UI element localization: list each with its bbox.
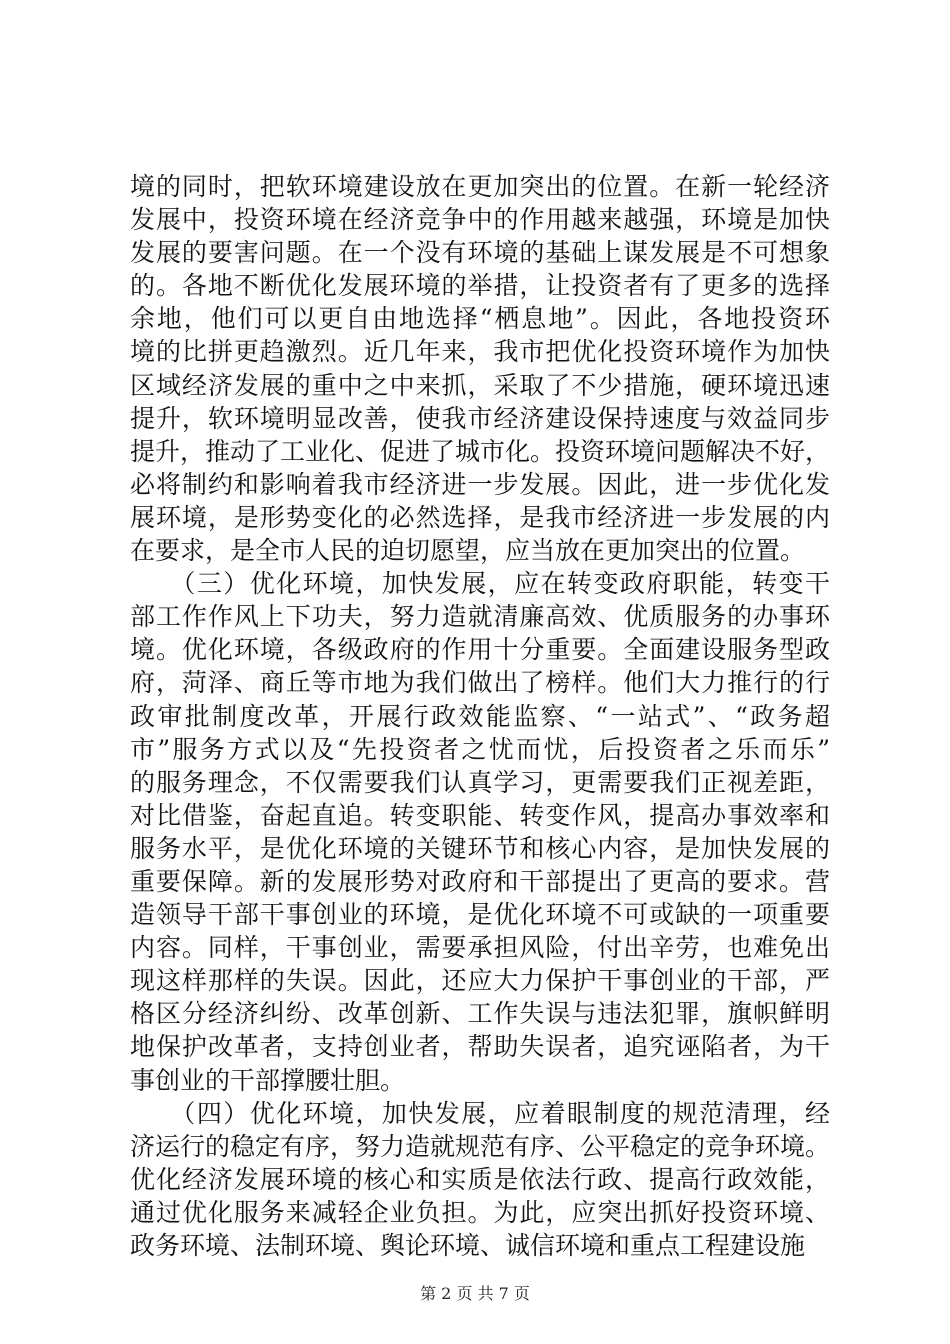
text-line: 在要求，是全市人民的迫切愿望，应当放在更加突出的位置。	[130, 536, 806, 566]
text-line: 事创业的干部撑腰壮胆。	[130, 1065, 406, 1095]
text-line: 政务环境、法制环境、舆论环境、诚信环境和重点工程建设施	[130, 1231, 806, 1260]
text-line: 优化经济发展环境的核心和实质是依法行政、提高行政效能，	[130, 1164, 830, 1194]
text-line: 境。优化环境，各级政府的作用十分重要。全面建设服务型政	[130, 635, 830, 665]
text-line: 格区分经济纠纷、改革创新、工作失误与违法犯罪，旗帜鲜明	[130, 999, 830, 1029]
page-footer: 第 2 页 共 7 页	[420, 1284, 530, 1303]
text-line: 部工作作风上下功夫，努力造就清廉高效、优质服务的办事环	[130, 602, 830, 632]
text-line: 境的同时，把软环境建设放在更加突出的位置。在新一轮经济	[130, 172, 830, 201]
text-line: 造领导干部干事创业的环境，是优化环境不可或缺的一项重要	[130, 900, 830, 930]
text-line: 市”服务方式以及“先投资者之忧而忧，后投资者之乐而乐”	[130, 734, 830, 764]
text-line: 服务水平，是优化环境的关键环节和核心内容，是加快发展的	[130, 833, 830, 863]
text-line: 必将制约和影响着我市经济进一步发展。因此，进一步优化发	[130, 469, 830, 499]
text-line: 发展中，投资环境在经济竞争中的作用越来越强，环境是加快	[130, 205, 830, 235]
text-line: 余地，他们可以更自由地选择“栖息地”。因此，各地投资环	[130, 304, 830, 334]
text-line: 提升，推动了工业化、促进了城市化。投资环境问题解决不好，	[130, 436, 831, 466]
text-line: 的。各地不断优化发展环境的举措，让投资者有了更多的选择	[130, 271, 830, 301]
text-line: （三）优化环境，加快发展，应在转变政府职能，转变干	[130, 569, 830, 599]
text-line: （四）优化环境，加快发展，应着眼制度的规范清理，经	[130, 1098, 830, 1128]
text-line: 对比借鉴，奋起直追。转变职能、转变作风，提高办事效率和	[130, 800, 830, 830]
text-line: 的服务理念，不仅需要我们认真学习，更需要我们正视差距，	[130, 767, 830, 797]
text-line: 府，菏泽、商丘等市地为我们做出了榜样。他们大力推行的行	[130, 668, 830, 698]
text-line: 通过优化服务来减轻企业负担。为此，应突出抓好投资环境、	[130, 1197, 830, 1227]
text-line: 区域经济发展的重中之中来抓，采取了不少措施，硬环境迅速	[130, 370, 830, 400]
text-line: 提升，软环境明显改善，使我市经济建设保持速度与效益同步	[130, 403, 830, 433]
text-line: 现这样那样的失误。因此，还应大力保护干事创业的干部，严	[130, 966, 830, 996]
text-line: 地保护改革者，支持创业者，帮助失误者，追究诬陷者，为干	[130, 1032, 830, 1062]
text-line: 内容。同样，干事创业，需要承担风险，付出辛劳，也难免出	[130, 933, 830, 963]
body-text	[130, 170, 830, 1262]
text-line: 展环境，是形势变化的必然选择，是我市经济进一步发展的内	[130, 502, 830, 532]
text-line: 济运行的稳定有序，努力造就规范有序、公平稳定的竞争环境。	[130, 1131, 831, 1161]
text-line: 政审批制度改革，开展行政效能监察、“一站式”、“政务超	[130, 701, 830, 731]
text-line: 发展的要害问题。在一个没有环境的基础上谋发展是不可想象	[130, 238, 830, 268]
text-line: 境的比拼更趋激烈。近几年来，我市把优化投资环境作为加快	[130, 337, 830, 367]
text-line: 重要保障。新的发展形势对政府和干部提出了更高的要求。营	[130, 866, 830, 896]
